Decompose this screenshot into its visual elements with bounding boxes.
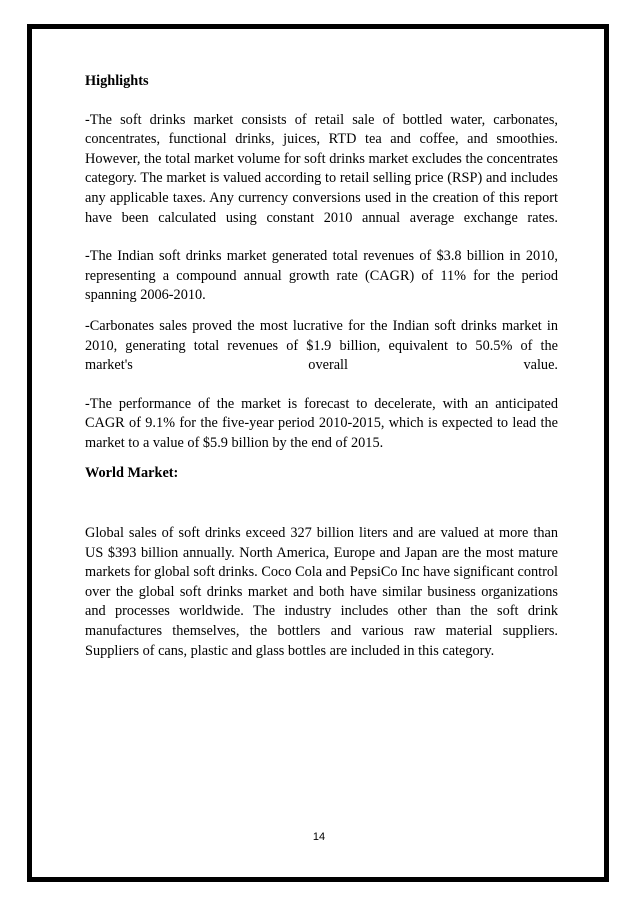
highlights-paragraph-4: -The performance of the market is forecast to decelerate, with an anticipated CAGR of 9.1% for the five-year period 2010-2015, which is expected to lead the market to a value of $5.9 billion by the end of 2015. <box>85 395 558 451</box>
highlights-paragraph-2: -The Indian soft drinks market generated total revenues of $3.8 billion in 2010, representing a compound annual growth rate (CAGR) of 11% for the period spanning 2006-2010. <box>85 248 558 304</box>
world-market-heading: World Market: <box>85 464 179 481</box>
page-number: 14 <box>312 831 326 843</box>
highlights-heading: Highlights <box>85 73 149 89</box>
document-body <box>85 72 558 661</box>
highlights-paragraph-3: -Carbonates sales proved the most lucrative for the Indian soft drinks market in 2010, generating total revenues of $1.9 billion, equivalent to 50.5% of the market's overall value. <box>85 317 558 374</box>
world-market-paragraph: Global sales of soft drinks exceed 327 billion liters and are valued at more than US $393 billion annually. North America, Europe and Japan are the most mature markets for global soft drinks. Coco Cola and PepsiCo Inc have significant control over the global soft drinks market and both have similar business organizations and processes worldwide. The industry includes other than the soft drink manufactures themselves, the bottlers and various raw material suppliers. Suppliers of cans, plastic and glass bottles are included in this category. <box>85 525 558 659</box>
highlights-paragraph-1: -The soft drinks market consists of retail sale of bottled water, carbonates, concentrates, functional drinks, juices, RTD tea and coffee, and smoothies. However, the total market volume for soft drinks market excludes the concentrates category. The market is valued according to retail selling price (RSP) and includes any applicable taxes. Any currency conversions used in the creation of this report have been calculated using constant 2010 annual average exchange rates. <box>85 111 558 226</box>
